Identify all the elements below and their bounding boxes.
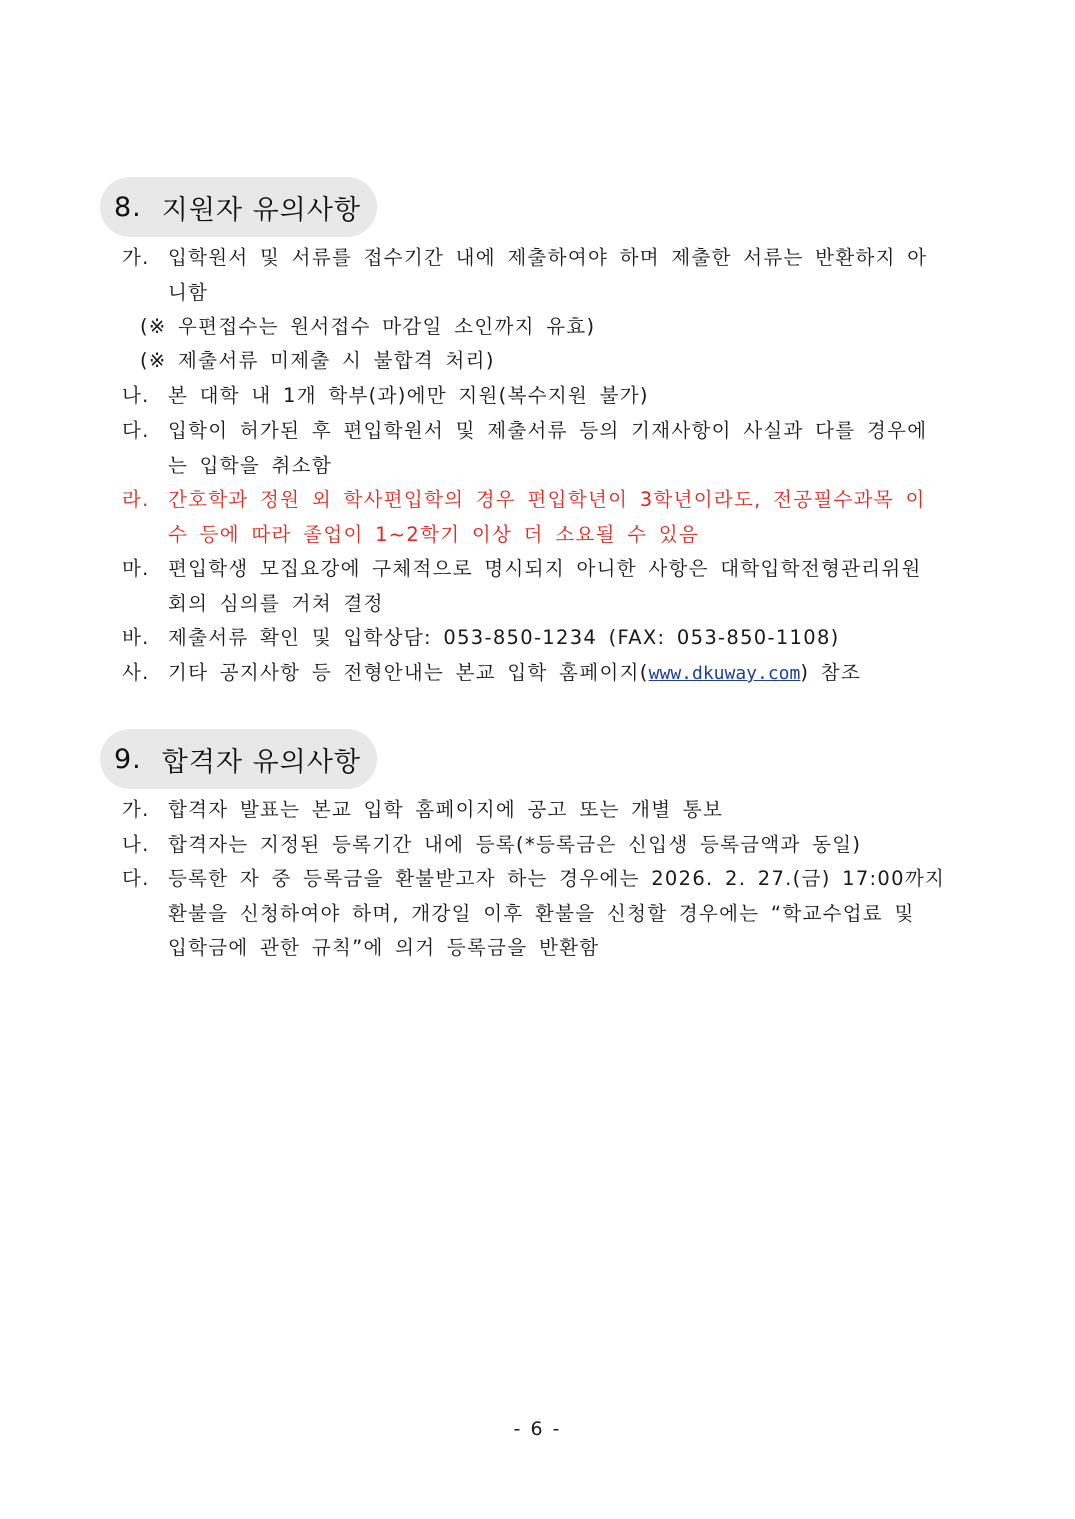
list-item <box>122 862 982 966</box>
homepage-link[interactable]: www.dkuway.com <box>648 663 801 684</box>
list-item-text: 입학이 허가된 후 편입학원서 및 제출서류 등의 기재사항이 사실과 다를 경우에 <box>168 419 928 442</box>
list-item-text-continued: 는 입학을 취소함 <box>168 453 332 477</box>
list-marker: 사. <box>122 661 150 684</box>
section-title: 지원자 유의사항 <box>161 194 361 226</box>
list-item-text: 제출서류 확인 및 입학상담: 053-850-1234 (FAX: 053-850-1108) <box>168 626 840 649</box>
list-item <box>122 656 982 692</box>
list-item-text: ) 참조 <box>800 661 862 684</box>
list-marker: 라. <box>122 488 150 511</box>
list-item-text: 본 대학 내 1개 학부(과)에만 지원(복수지원 불가) <box>168 384 649 407</box>
list-item-text-continued: 니함 <box>168 280 209 304</box>
list-item <box>122 241 982 310</box>
note-item: (※ 제출서류 미제출 시 불합격 처리) <box>140 349 495 372</box>
list-marker: 나. <box>122 833 150 856</box>
list-item-text-continued: 회의 심의를 거쳐 결정 <box>168 591 384 615</box>
section-heading-admitted-notes <box>100 729 377 789</box>
list-item-text: 합격자 발표는 본교 입학 홈페이지에 공고 또는 개별 통보 <box>168 798 724 821</box>
page-number: - 6 - <box>513 1418 562 1440</box>
list-item-text: 등록한 자 중 등록금을 환불받고자 하는 경우에는 2026. 2. 27.(금) 17:00까지 <box>168 867 946 890</box>
list-item-text: 간호학과 정원 외 학사편입학의 경우 편입학년이 3학년이라도, 전공필수과목 이 <box>168 488 926 511</box>
list-item <box>122 793 982 828</box>
list-item-text: 기타 공지사항 등 전형안내는 본교 입학 홈페이지( <box>168 661 649 684</box>
list-item <box>122 552 982 621</box>
list-item <box>122 379 982 414</box>
list-marker: 다. <box>122 867 150 890</box>
list-item-warning <box>122 483 982 552</box>
list-item-text-continued: 입학금에 관한 규칙”에 의거 등록금을 반환함 <box>168 936 600 959</box>
list-item-text-continued: 수 등에 따라 졸업이 1~2학기 이상 더 소요될 수 있음 <box>168 522 700 546</box>
list-item <box>122 414 982 483</box>
list-item-text: 입학원서 및 서류를 접수기간 내에 제출하여야 하며 제출한 서류는 반환하지 아 <box>168 246 928 269</box>
note-item: (※ 우편접수는 원서접수 마감일 소인까지 유효) <box>140 315 596 338</box>
list-item <box>122 828 982 863</box>
list-marker: 가. <box>122 798 150 821</box>
list-item-text: 편입학생 모집요강에 구체적으로 명시되지 아니한 사항은 대학입학전형관리위원 <box>168 557 922 580</box>
list-marker: 가. <box>122 246 150 269</box>
list-item <box>122 621 982 656</box>
list-marker: 다. <box>122 419 150 442</box>
section-number: 8. <box>114 191 142 223</box>
list-marker: 나. <box>122 384 150 407</box>
list-marker: 바. <box>122 626 150 649</box>
list-item-text: 합격자는 지정된 등록기간 내에 등록(*등록금은 신입생 등록금액과 동일) <box>168 833 862 856</box>
section-heading-applicant-notes <box>100 177 377 237</box>
list-item-text-continued: 환불을 신청하여야 하며, 개강일 이후 환불을 신청할 경우에는 “학교수업료 및 <box>168 901 915 925</box>
section-title: 합격자 유의사항 <box>161 746 361 778</box>
section-number: 9. <box>114 743 142 775</box>
list-marker: 마. <box>122 557 150 580</box>
